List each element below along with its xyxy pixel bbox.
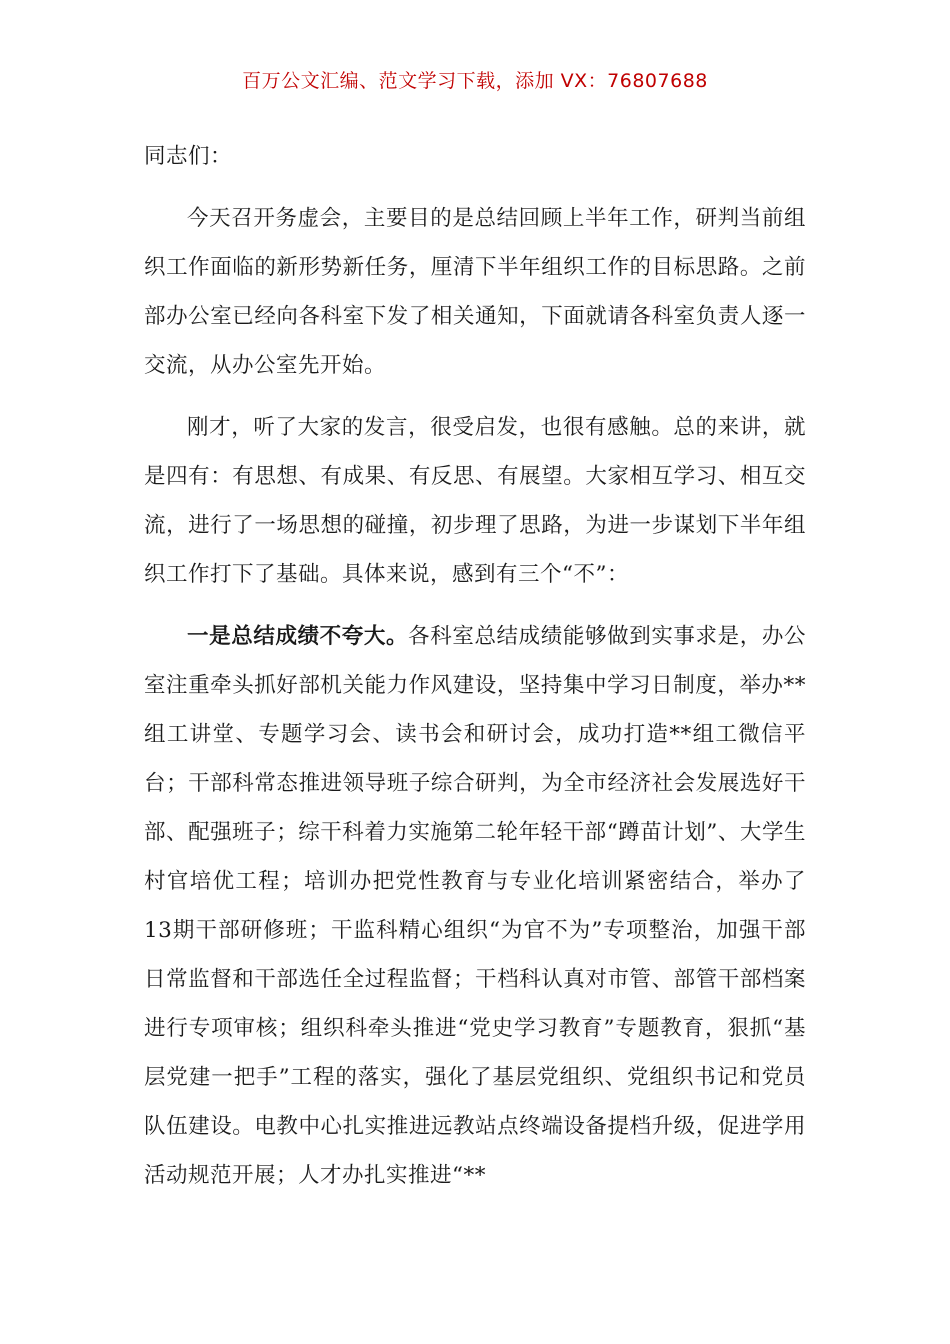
salutation: 同志们： bbox=[144, 144, 233, 169]
document-body bbox=[144, 132, 806, 1213]
paragraph-summary: 刚才，听了大家的发言，很受启发，也很有感触。总的来讲，就是四有：有思想、有成果、有反思、有展望。大家相互学习、相互交流，进行了一场思想的碰撞，初步理了思路，为进一步谋划下半年组织工作打下了基础。具体来说，感到有三个“不”： bbox=[144, 415, 806, 587]
point-one-text: 各科室总结成绩能够做到实事求是，办公室注重牵头抓好部机关能力作风建设，坚持集中学习日制度，举办**组工讲堂、专题学习会、读书会和研讨会，成功打造**组工微信平台；干部科常态推进领导班子综合研判，为全市经济社会发展选好干部、配强班子；综干科着力实施第二轮年轻干部“蹲苗计划”、大学生村官培优工程；培训办把党性教育与专业化培训紧密结合，举办了13期干部研修班；干监科精心组织“为官不为”专项整治，加强干部日常监督和干部选任全过程监督；干档科认真对市管、部管干部档案进行专项审核；组织科牵头推进“党史学习教育”专题教育，狠抓“基层党建一把手”工程的落实，强化了基层党组织、党组织书记和党员队伍建设。电教中心扎实推进远教站点终端设备提档升级，促进学用活动规范开展；人才办扎实推进“** bbox=[144, 624, 806, 1188]
watermark-header: 百万公文汇编、范文学习下载，添加 VX：76807688 bbox=[242, 70, 708, 92]
paragraph-opening: 今天召开务虚会，主要目的是总结回顾上半年工作，研判当前组织工作面临的新形势新任务，厘清下半年组织工作的目标思路。之前部办公室已经向各科室下发了相关通知，下面就请各科室负责人逐一交流，从办公室先开始。 bbox=[144, 206, 806, 378]
point-one-heading: 一是总结成绩不夸大。 bbox=[187, 624, 409, 649]
paragraph-point-one bbox=[144, 612, 806, 1200]
